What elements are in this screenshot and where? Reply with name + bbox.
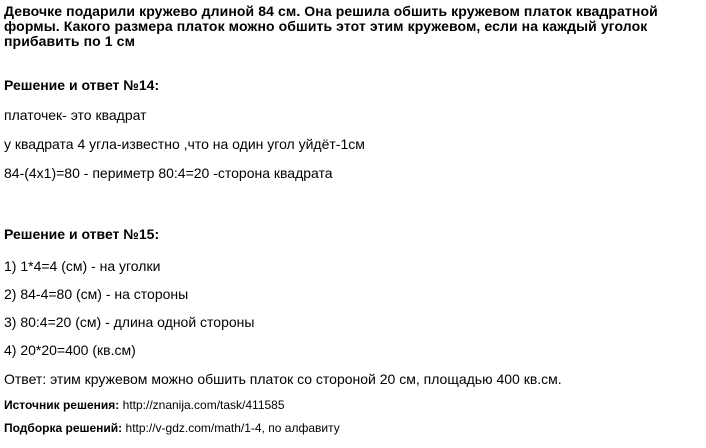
solution-14-line-3: 84-(4х1)=80 - периметр 80:4=20 -сторона квадрата	[4, 165, 333, 181]
source-link[interactable]: http://znanija.com/task/411585	[122, 398, 285, 412]
solution-15-step-4: 4) 20*20=400 (кв.см)	[4, 342, 136, 358]
solution-15-step-2: 2) 84-4=80 (см) - на стороны	[4, 286, 189, 302]
problem-statement: Девочке подарили кружево длиной 84 см. Она решила обшить кружевом платок квадратной формы. Какого размера платок можно обшить этот этим кружевом, если на каждый уголок прибавить по 1 см	[4, 3, 658, 49]
solution-15-heading: Решение и ответ №15:	[4, 226, 160, 242]
solution-15-step-1: 1) 1*4=4 (см) - на уголки	[4, 258, 161, 274]
collection-suffix: , по алфавиту	[261, 421, 340, 435]
solution-14-line-2: у квадрата 4 угла-известно ,что на один угол уйдёт-1см	[4, 136, 365, 152]
solution-14-heading: Решение и ответ №14:	[4, 77, 160, 93]
collection-label: Подборка решений:	[4, 421, 123, 435]
source-line	[4, 398, 285, 412]
solution-15-step-3: 3) 80:4=20 (см) - длина одной стороны	[4, 314, 255, 330]
source-label: Источник решения:	[4, 398, 120, 412]
solution-14-line-1: платочек- это квадрат	[4, 107, 147, 123]
collection-line	[4, 421, 340, 435]
solution-15-answer: Ответ: этим кружевом можно обшить платок со стороной 20 см, площадью 400 кв.см.	[4, 371, 562, 387]
collection-link[interactable]: http://v-gdz.com/math/1-4	[125, 421, 262, 435]
